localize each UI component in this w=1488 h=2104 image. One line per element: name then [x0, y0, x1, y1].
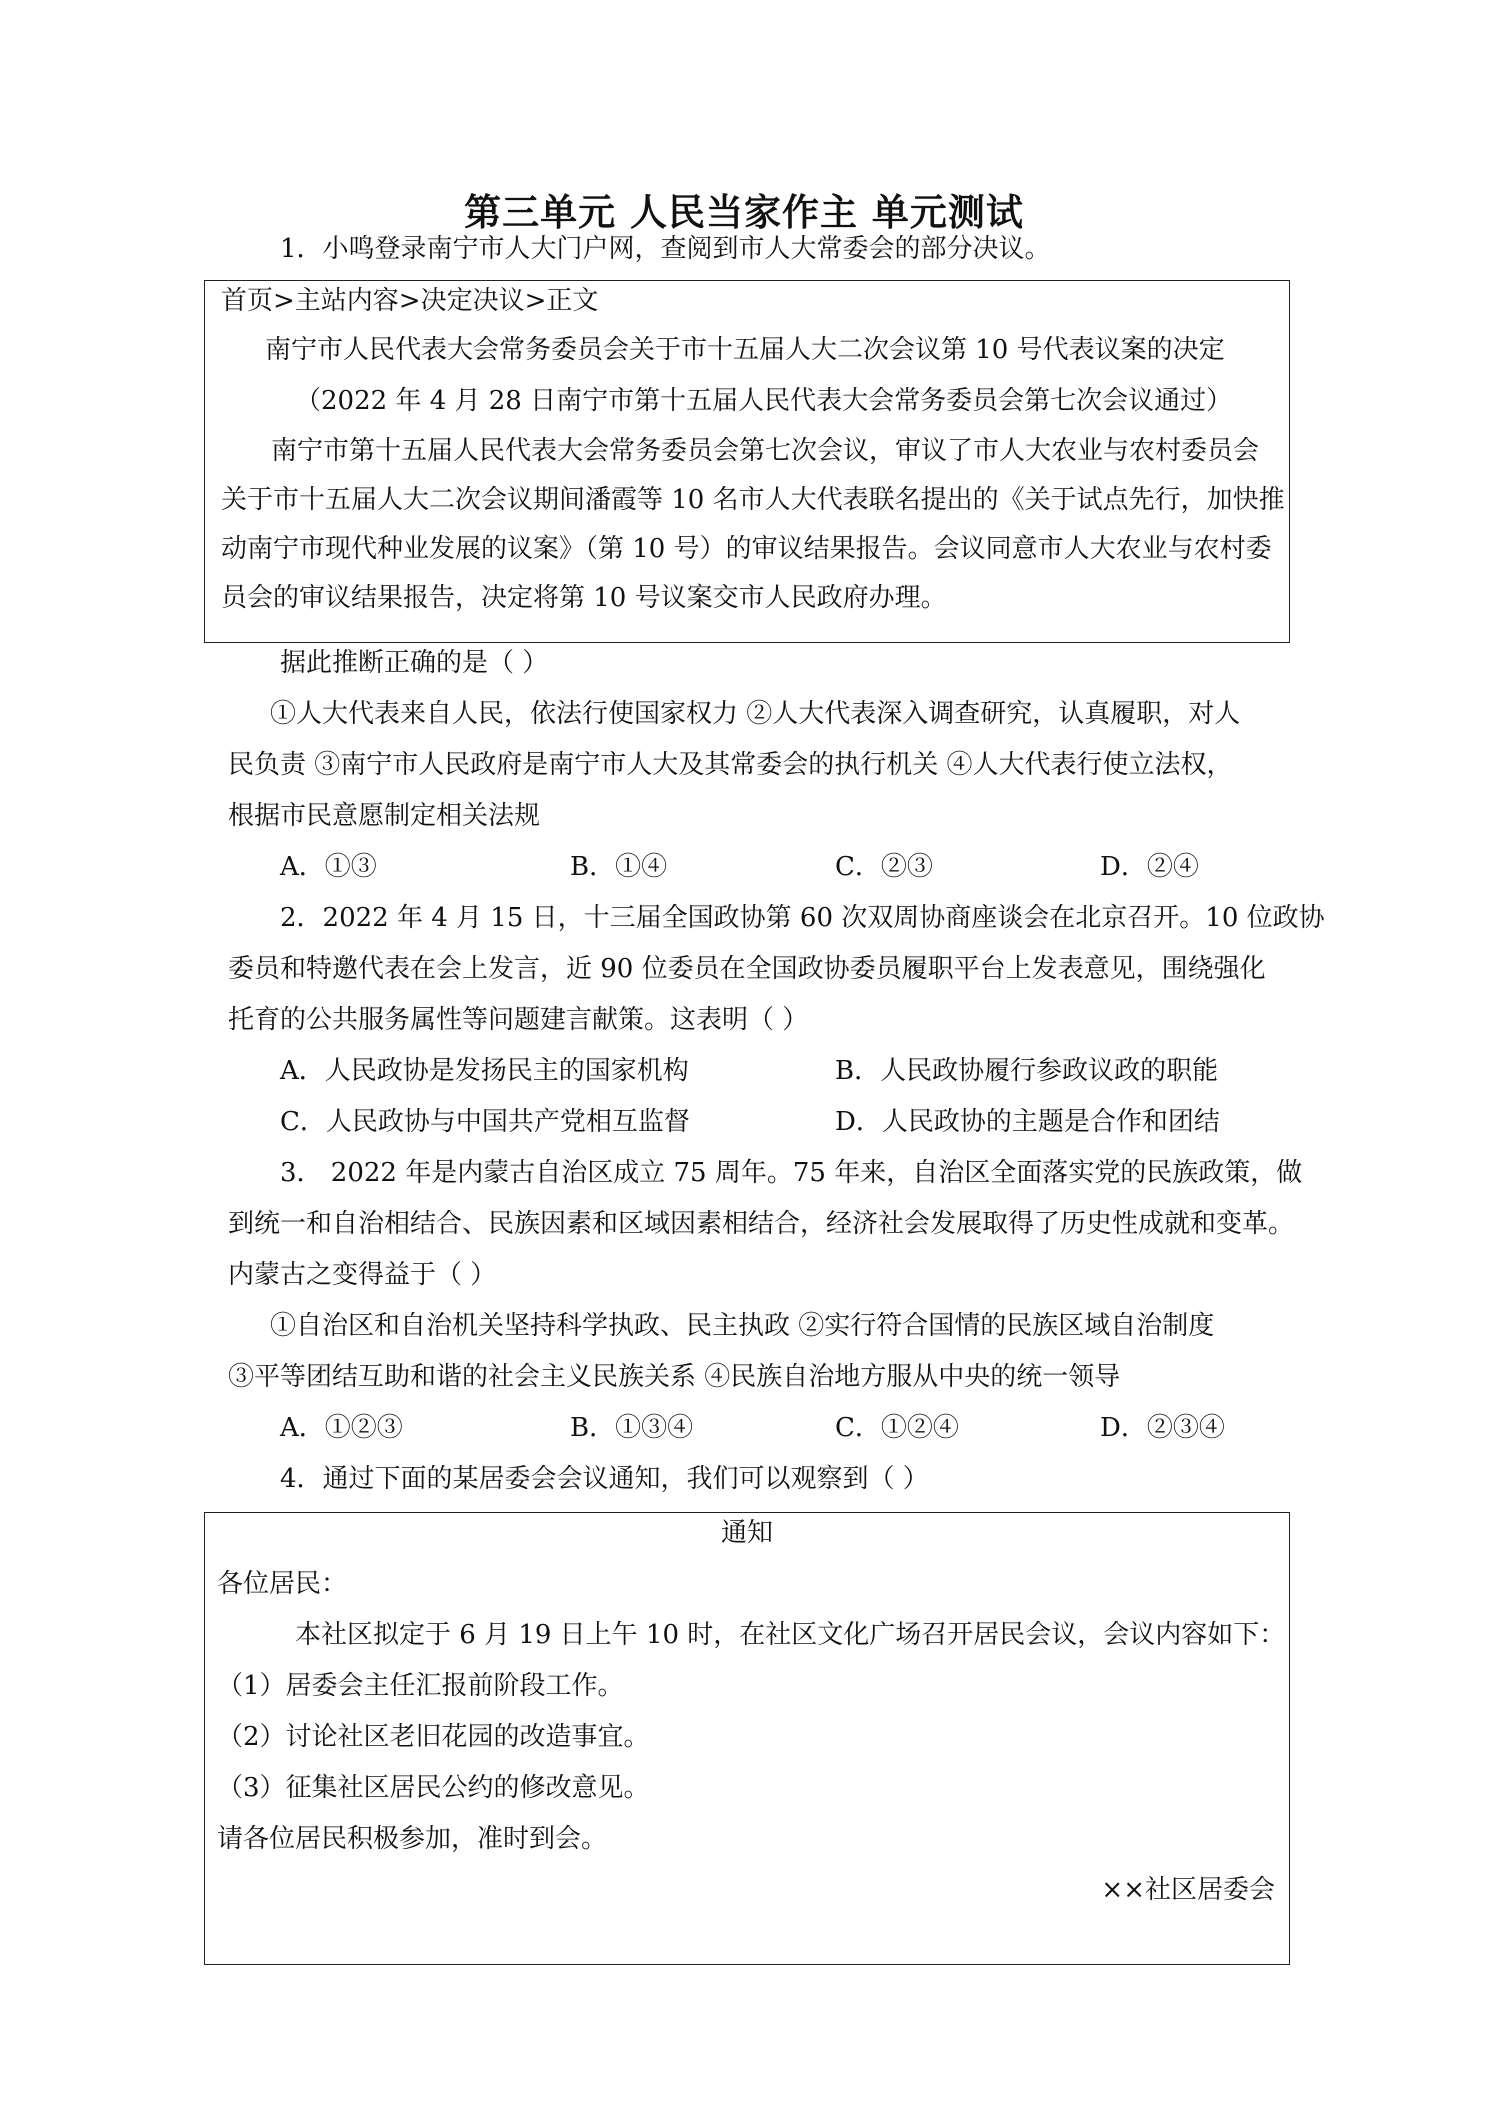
- q2-option-d[interactable]: D．人民政协的主题是合作和团结: [835, 1107, 1220, 1137]
- q2-stem-line-2: 委员和特邀代表在会上发言，近 90 位委员在全国政协委员履职平台上发表意见，围绕强化: [228, 954, 1266, 984]
- q1-statement-line-3: 根据市民意愿制定相关法规: [228, 801, 541, 831]
- q2-option-a[interactable]: A．人民政协是发扬民主的国家机构: [280, 1056, 689, 1086]
- q1-option-a[interactable]: A．①③: [280, 852, 377, 882]
- q2-stem-line-3: 托育的公共服务属性等问题建言献策。这表明（ ）: [228, 1005, 809, 1035]
- q1-resolution-body-3: 动南宁市现代种业发展的议案》（第 10 号）的审议结果报告。会议同意市人大农业与农村委: [221, 534, 1272, 564]
- q1-statement-line-1: ①人大代表来自人民，依法行使国家权力 ②人大代表深入调查研究，认真履职，对人: [270, 699, 1241, 729]
- q4-notice-item-1: （1）居委会主任汇报前阶段工作。: [217, 1671, 624, 1701]
- q4-notice-intro: 本社区拟定于 6 月 19 日上午 10 时，在社区文化广场召开居民会议，会议内容如下：: [295, 1620, 1286, 1650]
- q3-stem-line-2: 到统一和自治相结合、民族因素和区域因素相结合，经济社会发展取得了历史性成就和变革。: [228, 1209, 1295, 1239]
- q2-option-b[interactable]: B．人民政协履行参政议政的职能: [835, 1056, 1219, 1086]
- q4-notice-item-2: （2）讨论社区老旧花园的改造事宜。: [217, 1722, 650, 1752]
- q2-stem-line-1: 2．2022 年 4 月 15 日，十三届全国政协第 60 次双周协商座谈会在北京召开。10 位政协: [280, 903, 1325, 933]
- q1-question: 据此推断正确的是（ ）: [280, 648, 549, 678]
- q4-stem: 4．通过下面的某居委会会议通知，我们可以观察到（ ）: [280, 1464, 929, 1494]
- q3-statement-line-2: ③平等团结互助和谐的社会主义民族关系 ④民族自治地方服从中央的统一领导: [228, 1362, 1121, 1392]
- q1-option-b[interactable]: B．①④: [570, 852, 668, 882]
- q1-statement-line-2: 民负责 ③南宁市人民政府是南宁市人大及其常委会的执行机关 ④人大代表行使立法权，: [228, 750, 1233, 780]
- q1-option-d[interactable]: D．②④: [1100, 852, 1199, 882]
- q3-stem-line-1: 3． 2022 年是内蒙古自治区成立 75 周年。75 年来，自治区全面落实党的民族政策，做: [280, 1158, 1303, 1188]
- q4-notice-heading: 通知: [720, 1518, 773, 1548]
- q4-notice-closing: 请各位居民积极参加，准时到会。: [217, 1824, 608, 1854]
- q1-resolution-date: （2022 年 4 月 28 日南宁市第十五届人民代表大会常务委员会第七次会议通过）: [295, 386, 1233, 416]
- q2-option-c[interactable]: C．人民政协与中国共产党相互监督: [280, 1107, 690, 1137]
- q4-notice-item-3: （3）征集社区居民公约的修改意见。: [217, 1773, 650, 1803]
- q3-option-c[interactable]: C．①②④: [835, 1413, 959, 1443]
- page-title: 第三单元 人民当家作主 单元测试: [464, 191, 1024, 234]
- q3-option-d[interactable]: D．②③④: [1100, 1413, 1225, 1443]
- q1-breadcrumb: 首页>主站内容>决定决议>正文: [221, 286, 599, 316]
- q1-resolution-box: [204, 280, 1290, 643]
- q3-stem-line-3: 内蒙古之变得益于（ ）: [228, 1260, 497, 1290]
- q1-resolution-heading: 南宁市人民代表大会常务委员会关于市十五届人大二次会议第 10 号代表议案的决定: [265, 335, 1225, 365]
- q3-option-a[interactable]: A．①②③: [280, 1413, 403, 1443]
- q1-option-c[interactable]: C．②③: [835, 852, 933, 882]
- q1-resolution-body-1: 南宁市第十五届人民代表大会常务委员会第七次会议，审议了市人大农业与农村委员会: [271, 436, 1260, 466]
- q3-statement-line-1: ①自治区和自治机关坚持科学执政、民主执政 ②实行符合国情的民族区域自治制度: [270, 1311, 1215, 1341]
- q4-notice-salutation: 各位居民：: [217, 1569, 348, 1599]
- q3-option-b[interactable]: B．①③④: [570, 1413, 694, 1443]
- q1-resolution-body-4: 员会的审议结果报告，决定将第 10 号议案交市人民政府办理。: [221, 583, 947, 613]
- q4-notice-signature: ××社区居委会: [1101, 1875, 1275, 1905]
- q1-resolution-body-2: 关于市十五届人大二次会议期间潘霞等 10 名市人大代表联名提出的《关于试点先行，加快推: [221, 485, 1285, 515]
- q4-notice-box: [204, 1512, 1290, 1965]
- q1-stem: 1．小鸣登录南宁市人大门户网，查阅到市人大常委会的部分决议。: [280, 234, 1051, 264]
